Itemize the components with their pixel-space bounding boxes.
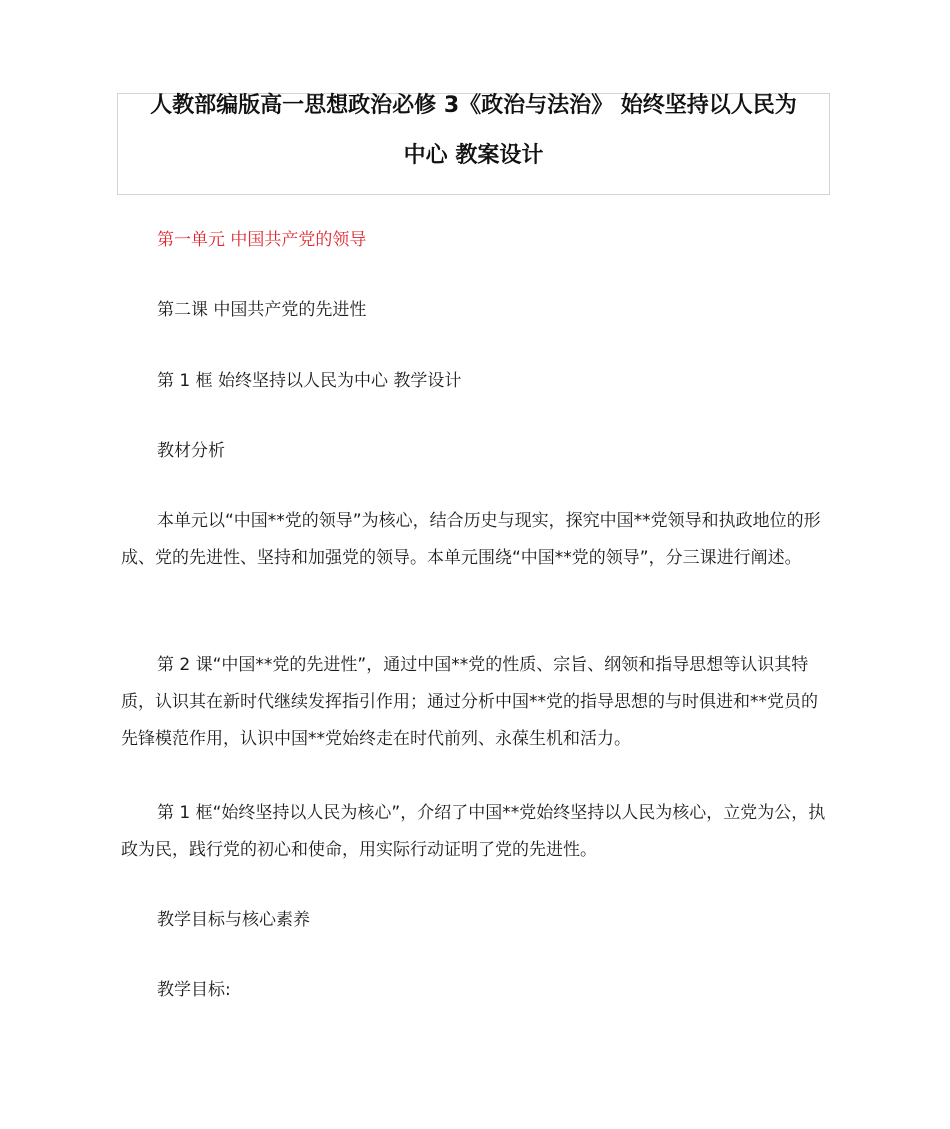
paragraph-frame-1: 第 1 框“始终坚持以人民为核心”，介绍了中国**党始终坚持以人民为核心，立党为公，执政为民，践行党的初心和使命，用实际行动证明了党的先进性。 <box>121 803 826 860</box>
document-title-line-1: 人教部编版高一思想政治必修 3《政治与法治》 始终坚持以人民为 <box>150 93 797 118</box>
section-heading-teaching-goals: 教学目标与核心素养 <box>157 910 310 930</box>
document-title-line-2: 中心 教案设计 <box>403 143 544 168</box>
lesson-heading: 第二课 中国共产党的先进性 <box>157 300 367 320</box>
paragraph-unit-overview: 本单元以“中国**党的领导”为核心，结合历史与现实，探究中国**党领导和执政地位的形成、党的先进性、坚持和加强党的领导。本单元围绕“中国**党的领导”，分三课进行阐述。 <box>121 511 821 568</box>
unit-heading: 第一单元 中国共产党的领导 <box>157 230 367 250</box>
frame-heading: 第 1 框 始终坚持以人民为中心 教学设计 <box>157 371 462 391</box>
section-heading-material-analysis: 教材分析 <box>157 441 225 461</box>
teaching-goals-label: 教学目标: <box>157 980 231 1000</box>
paragraph-lesson-2: 第 2 课“中国**党的先进性”，通过中国**党的性质、宗旨、纲领和指导思想等认识其特质，认识其在新时代继续发挥指引作用；通过分析中国**党的指导思想的与时俱进和**党员的先锋模范作用，认识中国**党始终走在时代前列、永葆生机和活力。 <box>121 655 818 749</box>
